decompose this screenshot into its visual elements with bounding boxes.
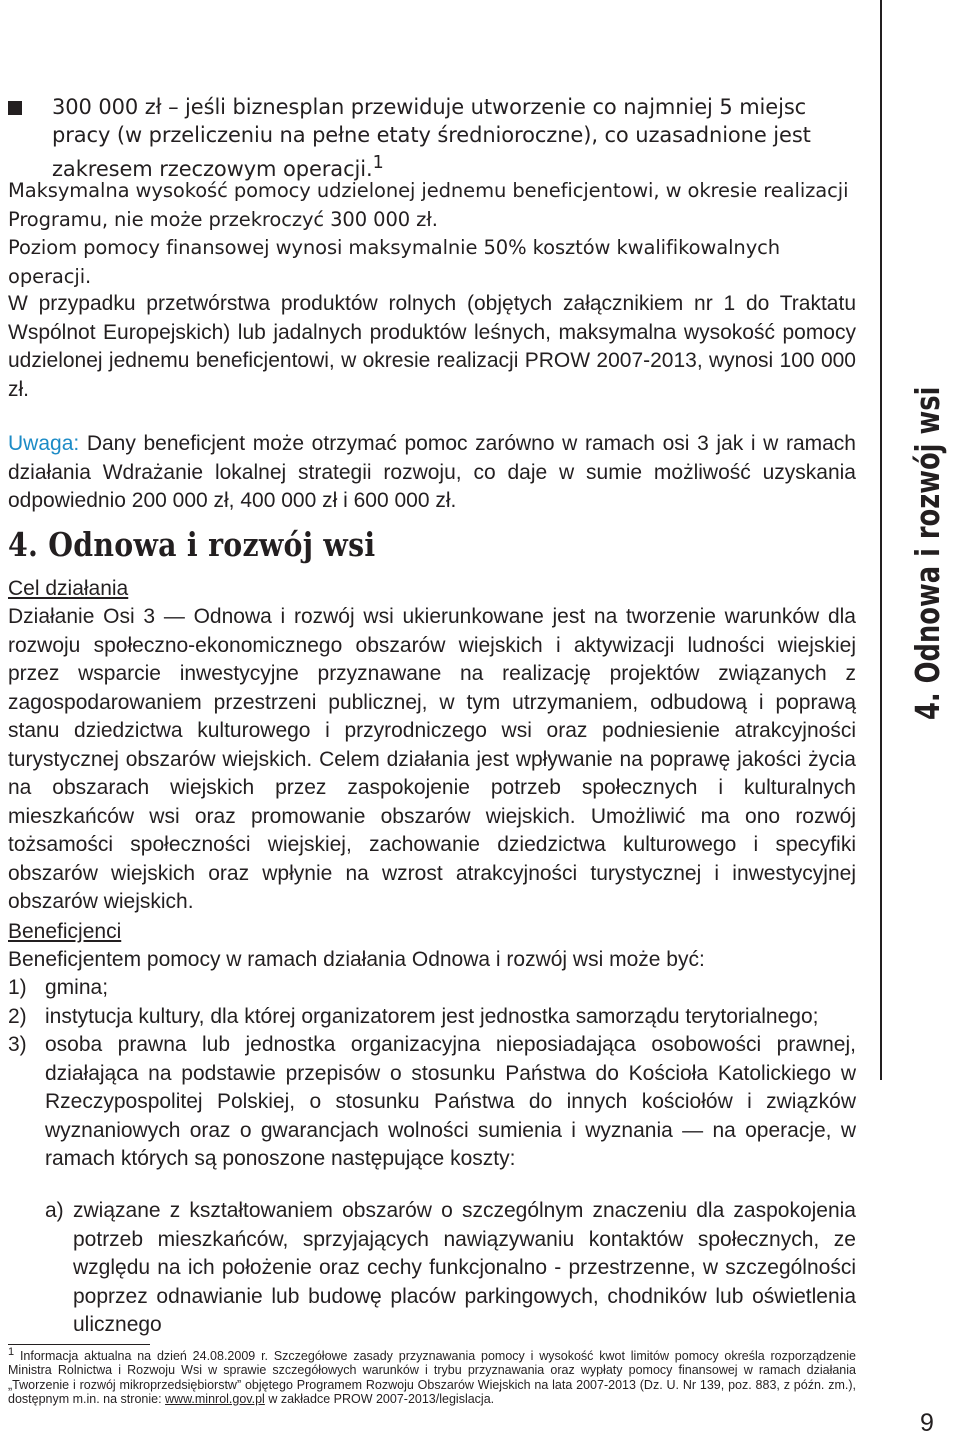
list-item-text: gmina; [45, 976, 109, 999]
list-item-number: 2) [8, 1004, 27, 1028]
footnote-link[interactable]: www.minrol.gov.pl [165, 1391, 265, 1406]
note-label: Uwaga: [8, 432, 80, 455]
page-number: 9 [920, 1409, 934, 1437]
note-text: Dany beneficjent może otrzymać pomoc zarówno w ramach osi 3 jak i w ramach działania Wdrażanie lokalnej strategii rozwoju, co daje w sumie możliwość uzyskania odpowiednio 200 000 zł, 400 000 zł i 600 000 zł. [8, 432, 856, 512]
processing-block [8, 290, 856, 404]
list-item-number: 3) [8, 1033, 27, 1056]
list-item-number: 1) [8, 976, 27, 999]
goal-heading: Cel działania [8, 577, 129, 600]
sublist-item-letter: a) [45, 1199, 64, 1222]
list-item [8, 1003, 856, 1032]
list-item-text: osoba prawna lub jednostka organizacyjna nieposiadająca osobowości prawnej, działająca na podstawie przepisów o stosunku Państwa do Kościoła Katolickiego w Rzeczypospolitej Polskiej, o stosunku Państwa do innych kościołów i związków wyznaniowych oraz o gwarancjach wolności sumienia i wyznania — na operacje, w ramach których są ponoszone następujące koszty: [45, 1033, 856, 1170]
processing-paragraph: W przypadku przetwórstwa produktów rolnych (objętych załącznikiem nr 1 do Traktatu Wspólnot Europejskich) lub jadalnych produktów leśnych, maksymalna wysokość pomocy udzielonej jednemu beneficjentowi, w okresie realizacji PROW 2007-2013, wynosi 100 000 zł. [8, 292, 856, 401]
bullet-text-content: 300 000 zł – jeśli biznesplan przewiduje utworzenie co najmniej 5 miejsc pracy (w przeliczeniu na pełne etaty średnioroczne), co uzasadnione jest zakresem rzeczowym operacji. [52, 95, 811, 181]
beneficiaries-heading: Beneficjenci [8, 920, 122, 943]
footnote-tail: w zakładce PROW 2007-2013/legislacja. [264, 1391, 495, 1406]
beneficiaries-list [8, 974, 856, 1174]
list-item-text: instytucja kultury, dla której organizatorem jest jednostka samorządu terytorialnego; [45, 1004, 819, 1028]
side-divider [880, 0, 882, 1080]
sublist-item-text: związane z kształtowaniem obszarów o szczególnym znaczeniu dla zaspokojenia potrzeb mieszkańców, sprzyjających nawiązywaniu kontaktów społecznych, ze względu na ich położenie oraz cechy funkcjonalno - przestrzenne, w szczególności poprzez odnawianie lub budowę placów parkingowych, chodników lub oświetlenia ulicznego [73, 1199, 856, 1336]
goal-paragraph: Działanie Osi 3 — Odnowa i rozwój wsi ukierunkowane jest na tworzenie warunków dla rozwoju społeczno-ekonomicznego obszarów wiejskich i aktywizacji ludności wiejskiej przez wsparcie inwestycyjne przyznawane na realizację projektów związanych z zagospodarowaniem przestrzeni publicznej, w tym utrzymaniem, odbudową i poprawą stanu dziedzictwa kulturowego i przyrodniczego wsi oraz podniesienie atrakcyjności turystycznej obszarów wiejskich. Celem działania jest wpływanie na poprawę jakości życia na obszarach wiejskich przez zaspokojenie potrzeb społecznych i kulturalnych mieszkańców wsi oraz promowanie obszarów wiejskich. Umożliwić ma ono rozwój tożsamości społeczności wiejskiej, zachowanie dziedzictwa kulturowego i specyfiki obszarów wiejskich oraz wpłynie na wzrost atrakcyjności turystycznej i inwestycyjnej obszarów wiejskich. [8, 605, 856, 913]
max-aid-block [8, 177, 856, 291]
footnote-divider [8, 1344, 150, 1345]
note-block [8, 430, 856, 516]
aid-level-paragraph: Poziom pomocy finansowej wynosi maksymalnie 50% kosztów kwalifikowalnych operacji. [8, 236, 781, 288]
square-bullet-icon [8, 101, 22, 115]
footnote [8, 1345, 856, 1406]
note-paragraph [8, 430, 856, 516]
goal-body [8, 603, 856, 917]
bullet-text [52, 93, 856, 183]
list-item [8, 1031, 856, 1174]
list-item [8, 974, 856, 1003]
beneficiaries-intro: Beneficjentem pomocy w ramach działania Odnowa i rozwój wsi może być: [8, 948, 705, 971]
max-aid-paragraph: Maksymalna wysokość pomocy udzielonej jednemu beneficjentowi, w okresie realizacji Programu, nie może przekroczyć 300 000 zł. [8, 179, 849, 231]
footnote-ref: 1 [372, 153, 384, 173]
cost-sublist [45, 1197, 856, 1340]
section-title: 4. Odnowa i rozwój wsi [8, 525, 376, 564]
side-section-title: 4. Odnowa i rozwój wsi [908, 386, 947, 720]
footnote-text: Informacja aktualna na dzień 24.08.2009 r. Szczegółowe zasady przyznawania pomocy i wysokość kwot limitów pomocy określa rozporządzenie Ministra Rolnictwa i Rozwoju Wsi w sprawie szczegółowych warunków i trybu przyznawania oraz wypłaty pomocy finansowej w ramach działania „Tworzenie i rozwój mikroprzedsiębiorstw” objętego Programem Rozwoju Obszarów Wiejskich na lata 2007-2013 (Dz. U. Nr 139, poz. 883, z późn. zm.), dostępnym m.in. na stronie: [8, 1349, 856, 1406]
footnote-number: 1 [8, 1345, 15, 1358]
sublist-item [45, 1197, 856, 1340]
